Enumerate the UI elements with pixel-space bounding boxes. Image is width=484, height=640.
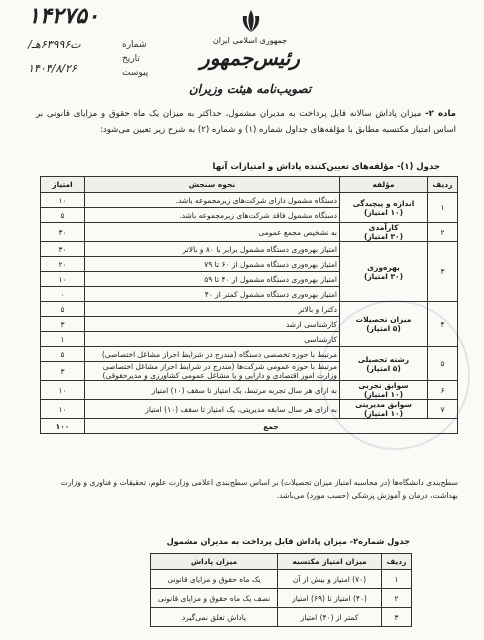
table-row xyxy=(41,347,458,362)
score-value: ۵ xyxy=(41,302,85,317)
score-value: ۵ xyxy=(41,347,85,362)
col-header-row-no: ردیف xyxy=(382,554,412,570)
col-header-reward: میزان پاداش xyxy=(151,554,278,570)
table-header-row xyxy=(41,177,458,193)
table-header-row xyxy=(151,554,412,570)
table-row xyxy=(151,570,412,589)
component-name: بهره‌وری xyxy=(367,262,400,272)
footnote: سطح‌بندی دانشگاه‌ها (در محاسبه امتیاز میزان تحصیلات) بر اساس سطح‌بندی اعلامی وزارت علوم، تحقیقات و فناوری و وزارت بهداشت، درمان و آموزش پزشکی (حسب مورد) می‌باشد. xyxy=(60,478,458,500)
score-value: ۳۰ xyxy=(41,242,85,257)
component-name: میزان تحصیلات xyxy=(355,315,412,324)
component-points: (۱۰ امتیاز) xyxy=(363,207,404,217)
date-label: تاریخ xyxy=(122,54,140,64)
component-cell xyxy=(340,242,428,302)
score-range: (۴۰) امتیاز تا (۶۹) امتیاز xyxy=(278,589,382,608)
table-row xyxy=(151,608,412,627)
component-cell xyxy=(340,302,428,347)
number-label: شماره xyxy=(122,40,147,50)
total-row xyxy=(41,419,458,434)
reward-components-table xyxy=(40,176,458,434)
row-no: ۲ xyxy=(428,223,458,242)
measurement-desc: امتیاز بهره‌وری دستگاه مشمول کمتر از ۴۰ xyxy=(85,287,340,302)
score-value: ۰ xyxy=(41,287,85,302)
table-row xyxy=(41,381,458,400)
row-no: ۷ xyxy=(428,400,458,419)
component-points: (۱۰ امتیاز) xyxy=(363,390,404,399)
row-no: ۴ xyxy=(428,302,458,347)
measurement-desc: به تشخیص مجمع عمومی xyxy=(85,223,340,242)
component-name: کارآمدی xyxy=(368,223,399,232)
measurement-desc: مرتبط با حوزه تخصصی دستگاه (مندرج در شرایط احراز مشاغل اختصاصی) xyxy=(85,347,340,362)
article-paragraph xyxy=(36,106,456,138)
score-value: ۳ xyxy=(41,317,85,332)
table-row xyxy=(41,400,458,419)
total-label: جمع xyxy=(85,419,458,434)
component-points: (۳۰ امتیاز) xyxy=(363,232,404,241)
score-value: ۳۰ xyxy=(41,223,85,242)
table-row xyxy=(41,242,458,257)
article-text: میزان پاداش سالانه قابل پرداخت به مدیران مشمول، حداکثر به میزان یک ماه حقوق و مزایای قانونی بر اساس امتیاز مکتسبه مطابق با مؤلفه‌های جداول شماره (۱) و شماره (۲) به شرح زیر تعیین می‌شود: xyxy=(36,109,456,135)
score-value: ۱۰ xyxy=(41,193,85,208)
measurement-desc: امتیاز بهره‌وری دستگاه مشمول از ۶۰ تا ۷۹ xyxy=(85,257,340,272)
col-header-measurement: نحوه سنجش xyxy=(85,177,340,193)
table-row xyxy=(41,193,458,208)
iran-emblem-icon xyxy=(238,8,264,34)
table-row xyxy=(41,302,458,317)
republic-title: جمهوری اسلامی ایران xyxy=(212,36,288,45)
letter-number: ۱۴۲۷۵۰ xyxy=(28,4,99,29)
score-value: ۱ xyxy=(41,332,85,347)
table-row xyxy=(151,589,412,608)
component-cell xyxy=(340,347,428,381)
attachment-label: پیوست xyxy=(122,68,149,78)
component-name: سوابق تجربی xyxy=(358,381,409,390)
row-no: ۳ xyxy=(382,608,412,627)
score-value: ۵ xyxy=(41,208,85,223)
letter-date: ۱۴۰۴/۸/۲۶ xyxy=(28,62,77,75)
measurement-desc: امتیاز بهره‌وری دستگاه مشمول برابر با ۸۰ و بالاتر xyxy=(85,242,340,257)
table2-title: جدول شماره۲- میزان پاداش قابل پرداخت به مدیران مشمول xyxy=(166,536,410,546)
score-range: (۷۰) امتیاز و بیش از آن xyxy=(278,570,382,589)
row-no: ۶ xyxy=(428,381,458,400)
table1-title: جدول (۱)- مؤلفه‌های تعیین‌کننده پاداش و امتیازات آنها xyxy=(212,162,440,172)
component-points: (۱۰ امتیاز) xyxy=(363,409,404,418)
row-no: ۲ xyxy=(382,589,412,608)
component-points: (۵ امتیاز) xyxy=(366,363,401,373)
score-value: ۳ xyxy=(41,362,85,381)
component-name: رشته تحصیلی xyxy=(357,354,410,364)
president-title: رئیس‌جمهور xyxy=(200,46,300,70)
score-range: کمتر از (۴۰) امتیاز xyxy=(278,608,382,627)
row-no: ۵ xyxy=(428,347,458,381)
component-cell xyxy=(340,223,428,242)
measurement-desc: کارشناسی ارشد xyxy=(85,317,340,332)
cabinet-title: تصویب‌نامه هیئت وزیران xyxy=(188,82,312,96)
score-value: ۲۰ xyxy=(41,257,85,272)
total-value: ۱۰۰ xyxy=(41,419,85,434)
col-header-score-range: میزان امتیاز مکتسبه xyxy=(278,554,382,570)
score-value: ۱۰ xyxy=(41,381,85,400)
component-cell xyxy=(340,381,428,400)
measurement-desc: به ازای هر سال سابقه مدیریتی، یک امتیاز تا سقف (۱۰) امتیاز xyxy=(85,400,340,419)
reward-amount-table xyxy=(150,553,412,627)
measurement-desc: به ازای هر سال تجربه مرتبط، یک امتیاز تا سقف (۱۰) امتیاز xyxy=(85,381,340,400)
measurement-desc: کارشناسی xyxy=(85,332,340,347)
component-points: (۳۰ امتیاز) xyxy=(363,271,404,281)
measurement-desc: مرتبط با حوزه عمومی شرکت‌ها (مندرج در شرایط احراز مشاغل اختصاصی وزارت امور اقتصادی و دارایی و یا مشاغل عمومی کشاورزی و مدیرحقوقی) xyxy=(85,362,340,381)
measurement-desc: دستگاه مشمول دارای شرکت‌های زیرمجموعه باشد. xyxy=(85,193,340,208)
col-header-component: مؤلفه xyxy=(340,177,428,193)
col-header-score: امتیاز xyxy=(41,177,85,193)
measurement-desc: دستگاه مشمول فاقد شرکت‌های زیرمجموعه باشد. xyxy=(85,208,340,223)
component-name: اندازه و پیچیدگی xyxy=(352,198,415,208)
component-points: (۵ امتیاز) xyxy=(366,324,401,333)
col-header-row-no: ردیف xyxy=(428,177,458,193)
row-no: ۱ xyxy=(428,193,458,223)
score-value: ۱۰ xyxy=(41,272,85,287)
reward-amount: پاداش تعلق نمی‌گیرد xyxy=(151,608,278,627)
reward-amount: نصف یک ماه حقوق و مزایای قانونی xyxy=(151,589,278,608)
article-number: ماده ۲- xyxy=(425,109,456,119)
row-no: ۳ xyxy=(428,242,458,302)
component-name: سوابق مدیریتی xyxy=(355,400,412,409)
measurement-desc: دکترا و بالاتر xyxy=(85,302,340,317)
component-cell xyxy=(340,193,428,223)
component-cell xyxy=(340,400,428,419)
attachment-ref: /ت۶۳۹۹۶هـ xyxy=(28,38,81,51)
reward-amount: یک ماه حقوق و مزایای قانونی xyxy=(151,570,278,589)
table-row xyxy=(41,223,458,242)
measurement-desc: امتیاز بهره‌وری دستگاه مشمول از ۴۰ تا ۵۹ xyxy=(85,272,340,287)
row-no: ۱ xyxy=(382,570,412,589)
score-value: ۱۰ xyxy=(41,400,85,419)
